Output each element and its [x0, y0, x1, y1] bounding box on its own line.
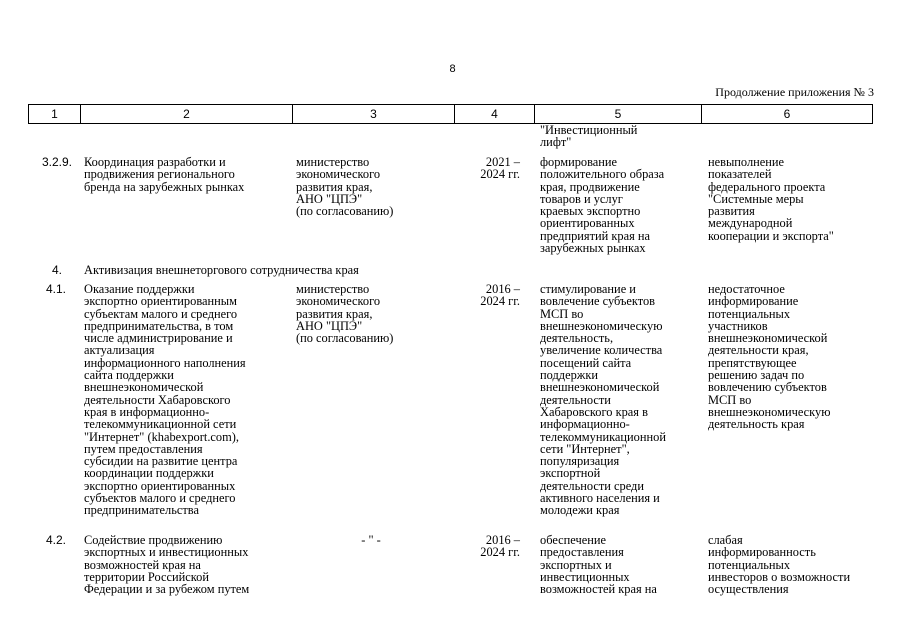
carryover-result: "Инвестиционный лифт" [540, 123, 638, 150]
measure-text: Содействие продвижению экспортных и инвестиционных возможностей края на территории Российской Федерации и за рубежом путем [84, 533, 250, 597]
result-text: формирование положительного образа края, продвижение товаров и услуг краевых экспортно ориентированных предприятий края на зарубежных рынках [540, 155, 665, 256]
page-number: 8 [449, 63, 456, 75]
row-number: 4.1. [45, 282, 66, 296]
measure-text: Координация разработки и продвижения регионального бренда на зарубежных рынках [84, 155, 245, 194]
dates-text: 2016 – 2024 гг. [480, 282, 520, 309]
table-header-row [28, 104, 873, 124]
row-number: 3.2.9. [41, 155, 72, 169]
result-text: стимулирование и вовлечение субъектов МСП во внешнеэкономическую деятельность, увеличение количества посещений сайта поддержки внешнеэкономической деятельности Хабаровского края в информационно- телекоммуникационной сети "Интернет", популяризация экспортной деятельности среди активного населения и молодежи края [540, 282, 666, 518]
header-col-6: 6 [701, 105, 873, 123]
header-col-3: 3 [292, 105, 454, 123]
section-title: Активизация внешнеторгового сотрудничества края [84, 263, 359, 277]
header-col-5: 5 [534, 105, 701, 123]
executor-text: - " - [361, 533, 381, 547]
consequences-text: слабая информированность потенциальных инвесторов о возможности осуществления [708, 533, 851, 597]
dates-text: 2016 – 2024 гг. [480, 533, 520, 560]
executor-text: министерство экономического развития края, АНО "ЦПЭ" (по согласованию) [296, 155, 394, 219]
header-col-4: 4 [454, 105, 534, 123]
dates-text: 2021 – 2024 гг. [480, 155, 520, 182]
executor-text: министерство экономического развития края, АНО "ЦПЭ" (по согласованию) [296, 282, 394, 346]
consequences-text: невыполнение показателей федерального проекта "Системные меры развития международной кооперации и экспорта" [708, 155, 834, 243]
consequences-text: недостаточное информирование потенциальных участников внешнеэкономической деятельности края, препятствующее решению задач по вовлечению субъектов МСП во внешнеэкономическую деятельность края [708, 282, 831, 432]
header-col-2: 2 [80, 105, 292, 123]
section-number: 4. [51, 263, 62, 277]
continuation-label: Продолжение приложения № 3 [715, 85, 874, 99]
row-number: 4.2. [45, 533, 66, 547]
result-text: обеспечение предоставления экспортных и инвестиционных возможностей края на [540, 533, 657, 597]
header-col-1: 1 [28, 105, 80, 123]
measure-text: Оказание поддержки экспортно ориентированным субъектам малого и среднего предпринимательства, в том числе администрирование и актуализация информационного наполнения сайта поддержки внешнеэкономической деятельности Хабаровского края в информационно- телекоммуникационной сети "Интернет" (khabexport.com), путем предоставления субсидии на развитие центра координации поддержки экспортно ориентированных субъектов малого и среднего предпринимательства [84, 282, 246, 518]
